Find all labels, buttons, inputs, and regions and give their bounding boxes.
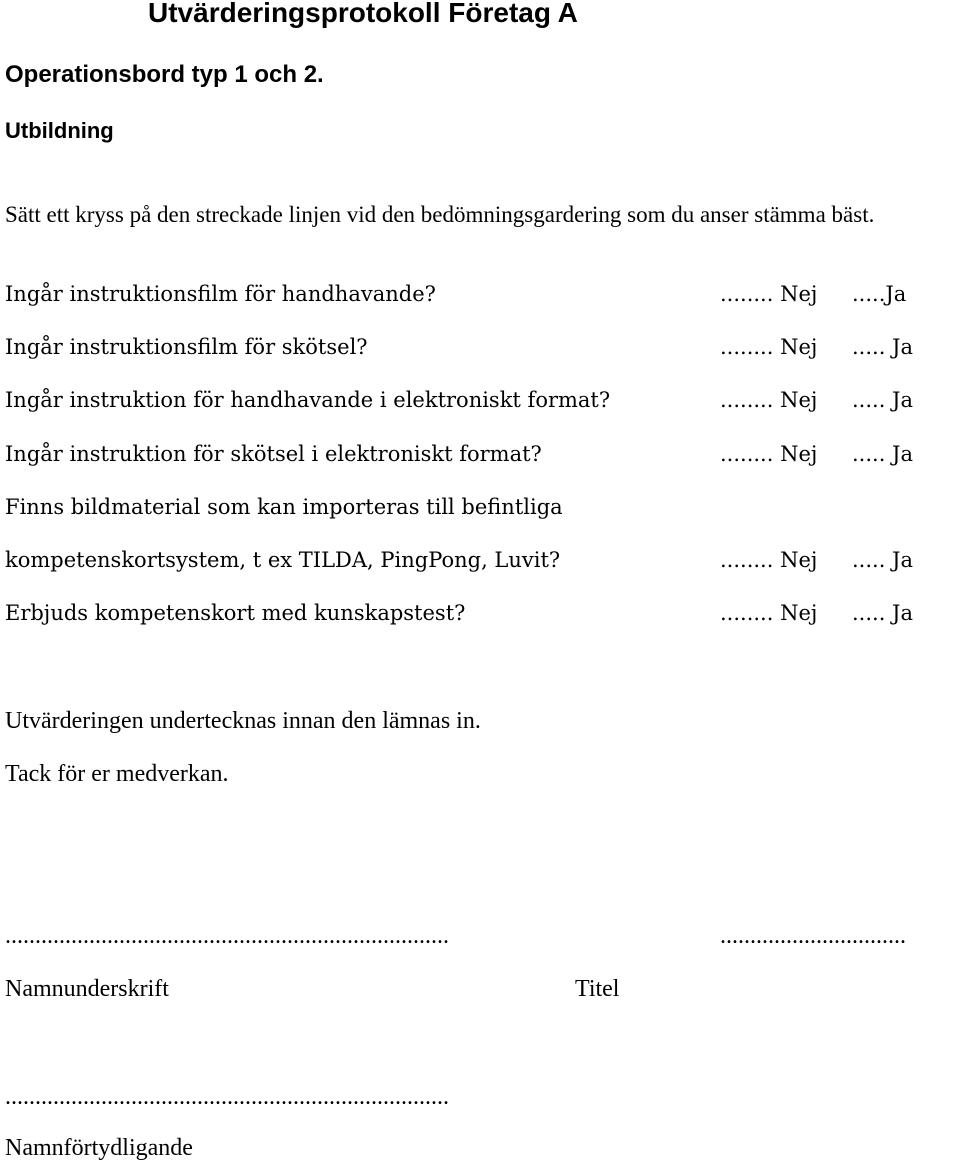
question-row [0,547,960,575]
answer-ja-line[interactable]: ..... Ja [852,335,913,359]
answer-nej-line[interactable]: ........ Nej [720,282,818,306]
question-text: Erbjuds kompetenskort med kunskapstest? [5,601,466,625]
closing-line-1: Utvärderingen undertecknas innan den lämnas in. [5,708,481,734]
section-heading: Utbildning [5,118,114,143]
signature-title-line[interactable]: ............................... [720,923,906,949]
question-text: Finns bildmaterial som kan importeras till befintliga [5,495,563,519]
answer-nej-line[interactable]: ........ Nej [720,388,818,412]
answer-ja-line[interactable]: ..... Ja [852,442,913,466]
question-row [0,494,960,522]
question-row [0,600,960,628]
name-clarification-label: Namnförtydligande [5,1135,193,1161]
signature-name-label: Namnunderskrift [5,976,169,1002]
signature-name-line[interactable]: .......................................................................... [5,923,449,949]
closing-line-2: Tack för er medverkan. [5,761,229,787]
answer-nej-line[interactable]: ........ Nej [720,442,818,466]
question-text: kompetenskortsystem, t ex TILDA, PingPong, Luvit? [5,548,561,572]
question-row [0,387,960,415]
document-title: Utvärderingsprotokoll Företag A [148,0,578,28]
answer-ja-line[interactable]: ..... Ja [852,388,913,412]
answer-nej-line[interactable]: ........ Nej [720,335,818,359]
document-subtitle: Operationsbord typ 1 och 2. [5,61,324,88]
answer-nej-line[interactable]: ........ Nej [720,548,818,572]
answer-ja-line[interactable]: .....Ja [852,282,907,306]
answer-ja-line[interactable]: ..... Ja [852,601,913,625]
question-row [0,334,960,362]
signature-title-label: Titel [575,976,620,1002]
question-row [0,441,960,469]
question-text: Ingår instruktionsfilm för handhavande? [5,282,436,306]
answer-nej-line[interactable]: ........ Nej [720,601,818,625]
question-row [0,281,960,309]
name-clarification-line[interactable]: .......................................................................... [5,1084,449,1110]
question-text: Ingår instruktion för skötsel i elektroniskt format? [5,442,542,466]
instructions-text: Sätt ett kryss på den streckade linjen vid den bedömningsgardering som du anser stämma bäst. [5,202,875,227]
question-text: Ingår instruktion för handhavande i elektroniskt format? [5,388,611,412]
question-text: Ingår instruktionsfilm för skötsel? [5,335,368,359]
answer-ja-line[interactable]: ..... Ja [852,548,913,572]
